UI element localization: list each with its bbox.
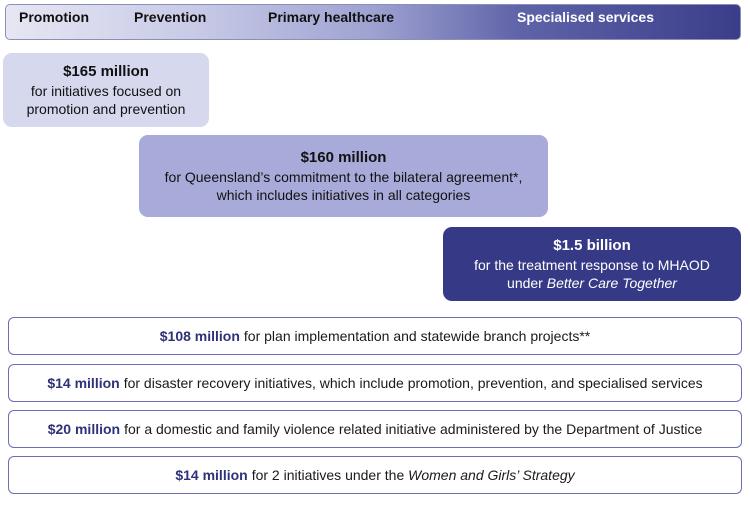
funding-description: for plan implementation and statewide branch projects** (243, 328, 591, 344)
strategy-name: Women and Girls’ Strategy (408, 467, 575, 483)
funding-box-treatment-response (443, 227, 741, 301)
category-prevention: Prevention (134, 9, 207, 25)
funding-description-line: for Queensland’s commitment to the bilateral agreement*, (164, 168, 523, 185)
funding-description-line: for initiatives focused on (30, 82, 182, 99)
funding-box-bilateral-agreement (139, 135, 548, 217)
funding-amount: $14 million (47, 375, 120, 391)
funding-amount: $1.5 billion (553, 237, 631, 255)
funding-amount: $165 million (63, 63, 149, 81)
funding-description-prefix: under (507, 274, 547, 291)
program-name: Better Care Together (546, 274, 677, 291)
funding-description-line: for the treatment response to MHAOD (474, 256, 710, 273)
funding-amount: $20 million (47, 421, 121, 437)
funding-description-line: which includes initiatives in all categories (216, 186, 471, 203)
funding-box-promotion-prevention (3, 53, 209, 127)
funding-description-prefix: for 2 initiatives under the (251, 467, 409, 483)
funding-amount: $108 million (159, 328, 240, 344)
funding-amount: $160 million (300, 149, 387, 167)
category-specialised-services: Specialised services (517, 9, 654, 25)
category-primary-healthcare: Primary healthcare (268, 9, 395, 25)
category-promotion: Promotion (19, 9, 89, 25)
funding-description-line (443, 274, 741, 292)
funding-description (252, 467, 575, 483)
funding-row-women-girls-strategy (8, 456, 742, 494)
funding-row-domestic-violence (8, 410, 742, 448)
funding-description: for a domestic and family violence related initiative administered by the Department of Justice (124, 421, 703, 437)
funding-description-line: promotion and prevention (26, 100, 186, 117)
funding-description: for disaster recovery initiatives, which include promotion, prevention, and specialised services (123, 375, 703, 391)
funding-row-disaster-recovery (8, 364, 742, 402)
funding-row-plan-implementation (8, 317, 742, 355)
funding-amount: $14 million (175, 467, 248, 483)
